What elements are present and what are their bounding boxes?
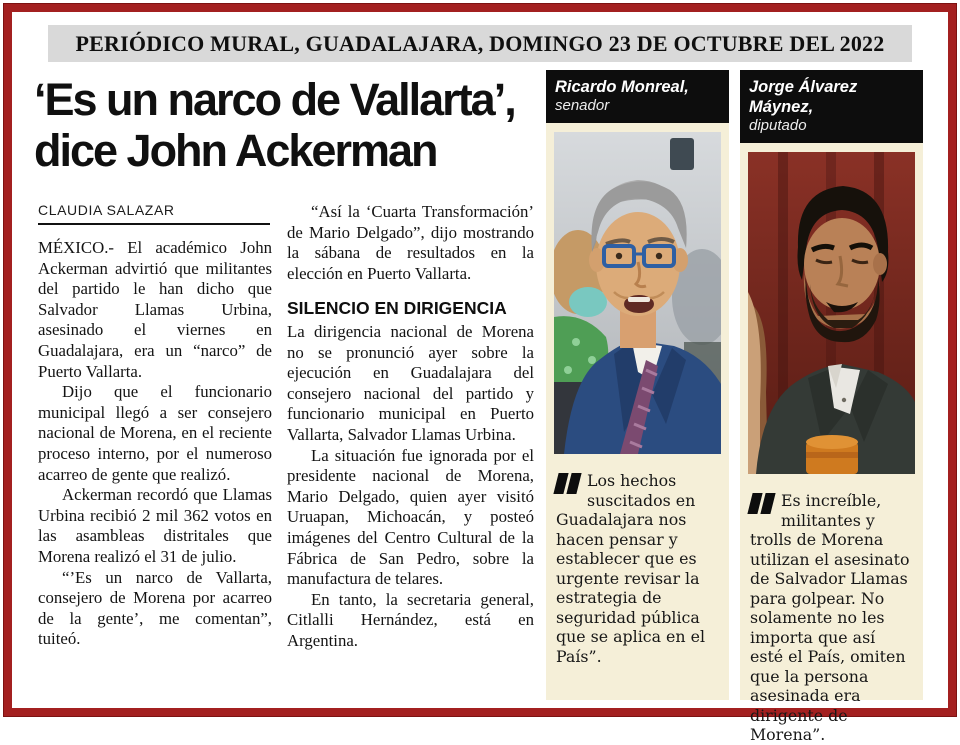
article-headline: ‘Es un narco de Vallarta’, dice John Ackerman	[34, 74, 515, 176]
article-column-2	[287, 202, 534, 651]
masthead-banner	[48, 25, 912, 62]
photo-caption-maynez	[740, 70, 923, 143]
byline: CLAUDIA SALAZAR	[38, 202, 175, 218]
paragraph: “’Es un narco de Vallarta, consejero de Morena por acarreo de la gente’, me comentan”, tuiteó.	[38, 567, 272, 649]
caption-name: Ricardo Monreal,	[555, 78, 689, 96]
caption-role: diputado	[749, 117, 807, 134]
photo-maynez	[748, 152, 915, 474]
photo-panel-maynez	[740, 70, 923, 744]
caption-name: Jorge Álvarez Máynez,	[749, 78, 858, 116]
paragraph: Ackerman recordó que Llamas Urbina recibió 2 mil 362 votos en las asambleas distritales que Morena realizó el 31 de julio.	[38, 485, 272, 566]
paragraph: Dijo que el funcionario municipal llegó a ser consejero nacional de Morena, en el reciente proceso interno, por el numeroso acarreo de gente que realizó.	[38, 382, 272, 484]
pull-quote-monreal	[546, 454, 729, 666]
caption-role: senador	[555, 97, 610, 114]
paragraph: La situación fue ignorada por el presidente nacional de Morena, Mario Delgado, quien ayer visitó Uruapan, Michoacán, y posteó imágenes del Centro Cultural de la Fábrica de San Pedro, sobre la manufactura de telares.	[287, 445, 534, 589]
paragraph: “Así la ‘Cuarta Transformación’ de Mario Delgado”, dijo mostrando la sábana de resultados en la elección en Puerto Vallarta.	[287, 202, 534, 283]
pull-quote-text: Los hechos suscitados en Guadalajara nos hacen pensar y establecer que es urgente revisar la estrategia de seguridad pública que se aplica en el País”.	[556, 471, 705, 666]
masthead-text: PERIÓDICO MURAL, GUADALAJARA, DOMINGO 23 DE OCTUBRE DEL 2022	[75, 30, 885, 56]
photo-monreal	[554, 132, 721, 454]
photo-monreal-illustration	[554, 132, 721, 454]
photo-maynez-illustration	[748, 152, 915, 474]
byline-block	[38, 202, 270, 225]
paragraph: En tanto, la secretaria general, Citlalli Hernández, está en Argentina.	[287, 589, 534, 650]
newspaper-clipping-frame	[4, 4, 956, 744]
paragraph: MÉXICO.- El académico John Ackerman advirtió que militantes del partido le han dicho que Salvador Llamas Urbina, asesinado el viernes en Guadalajara, era un “narco” de Puerto Vallarta.	[38, 238, 272, 381]
pull-quote-maynez	[740, 474, 923, 745]
section-subhead: SILENCIO EN DIRIGENCIA	[287, 298, 507, 319]
byline-rule	[38, 223, 270, 225]
article-column-1	[38, 238, 272, 651]
quote-marks-icon	[750, 493, 773, 514]
quote-marks-icon	[556, 473, 579, 494]
photo-panel-monreal	[546, 70, 729, 700]
paragraph: La dirigencia nacional de Morena no se pronunció ayer sobre la ejecución en Guadalajara del consejero nacional del partido y funcionario municipal en Puerto Vallarta, Salvador Llamas Urbina.	[287, 321, 534, 444]
pull-quote-text: Es increíble, militantes y trolls de Morena utilizan el asesinato de Salvador Llamas para golpear. No solamente no les importa que así esté el País, omiten que la persona asesinada era dirigente de Morena”.	[750, 491, 910, 744]
photo-caption-monreal	[546, 70, 729, 123]
